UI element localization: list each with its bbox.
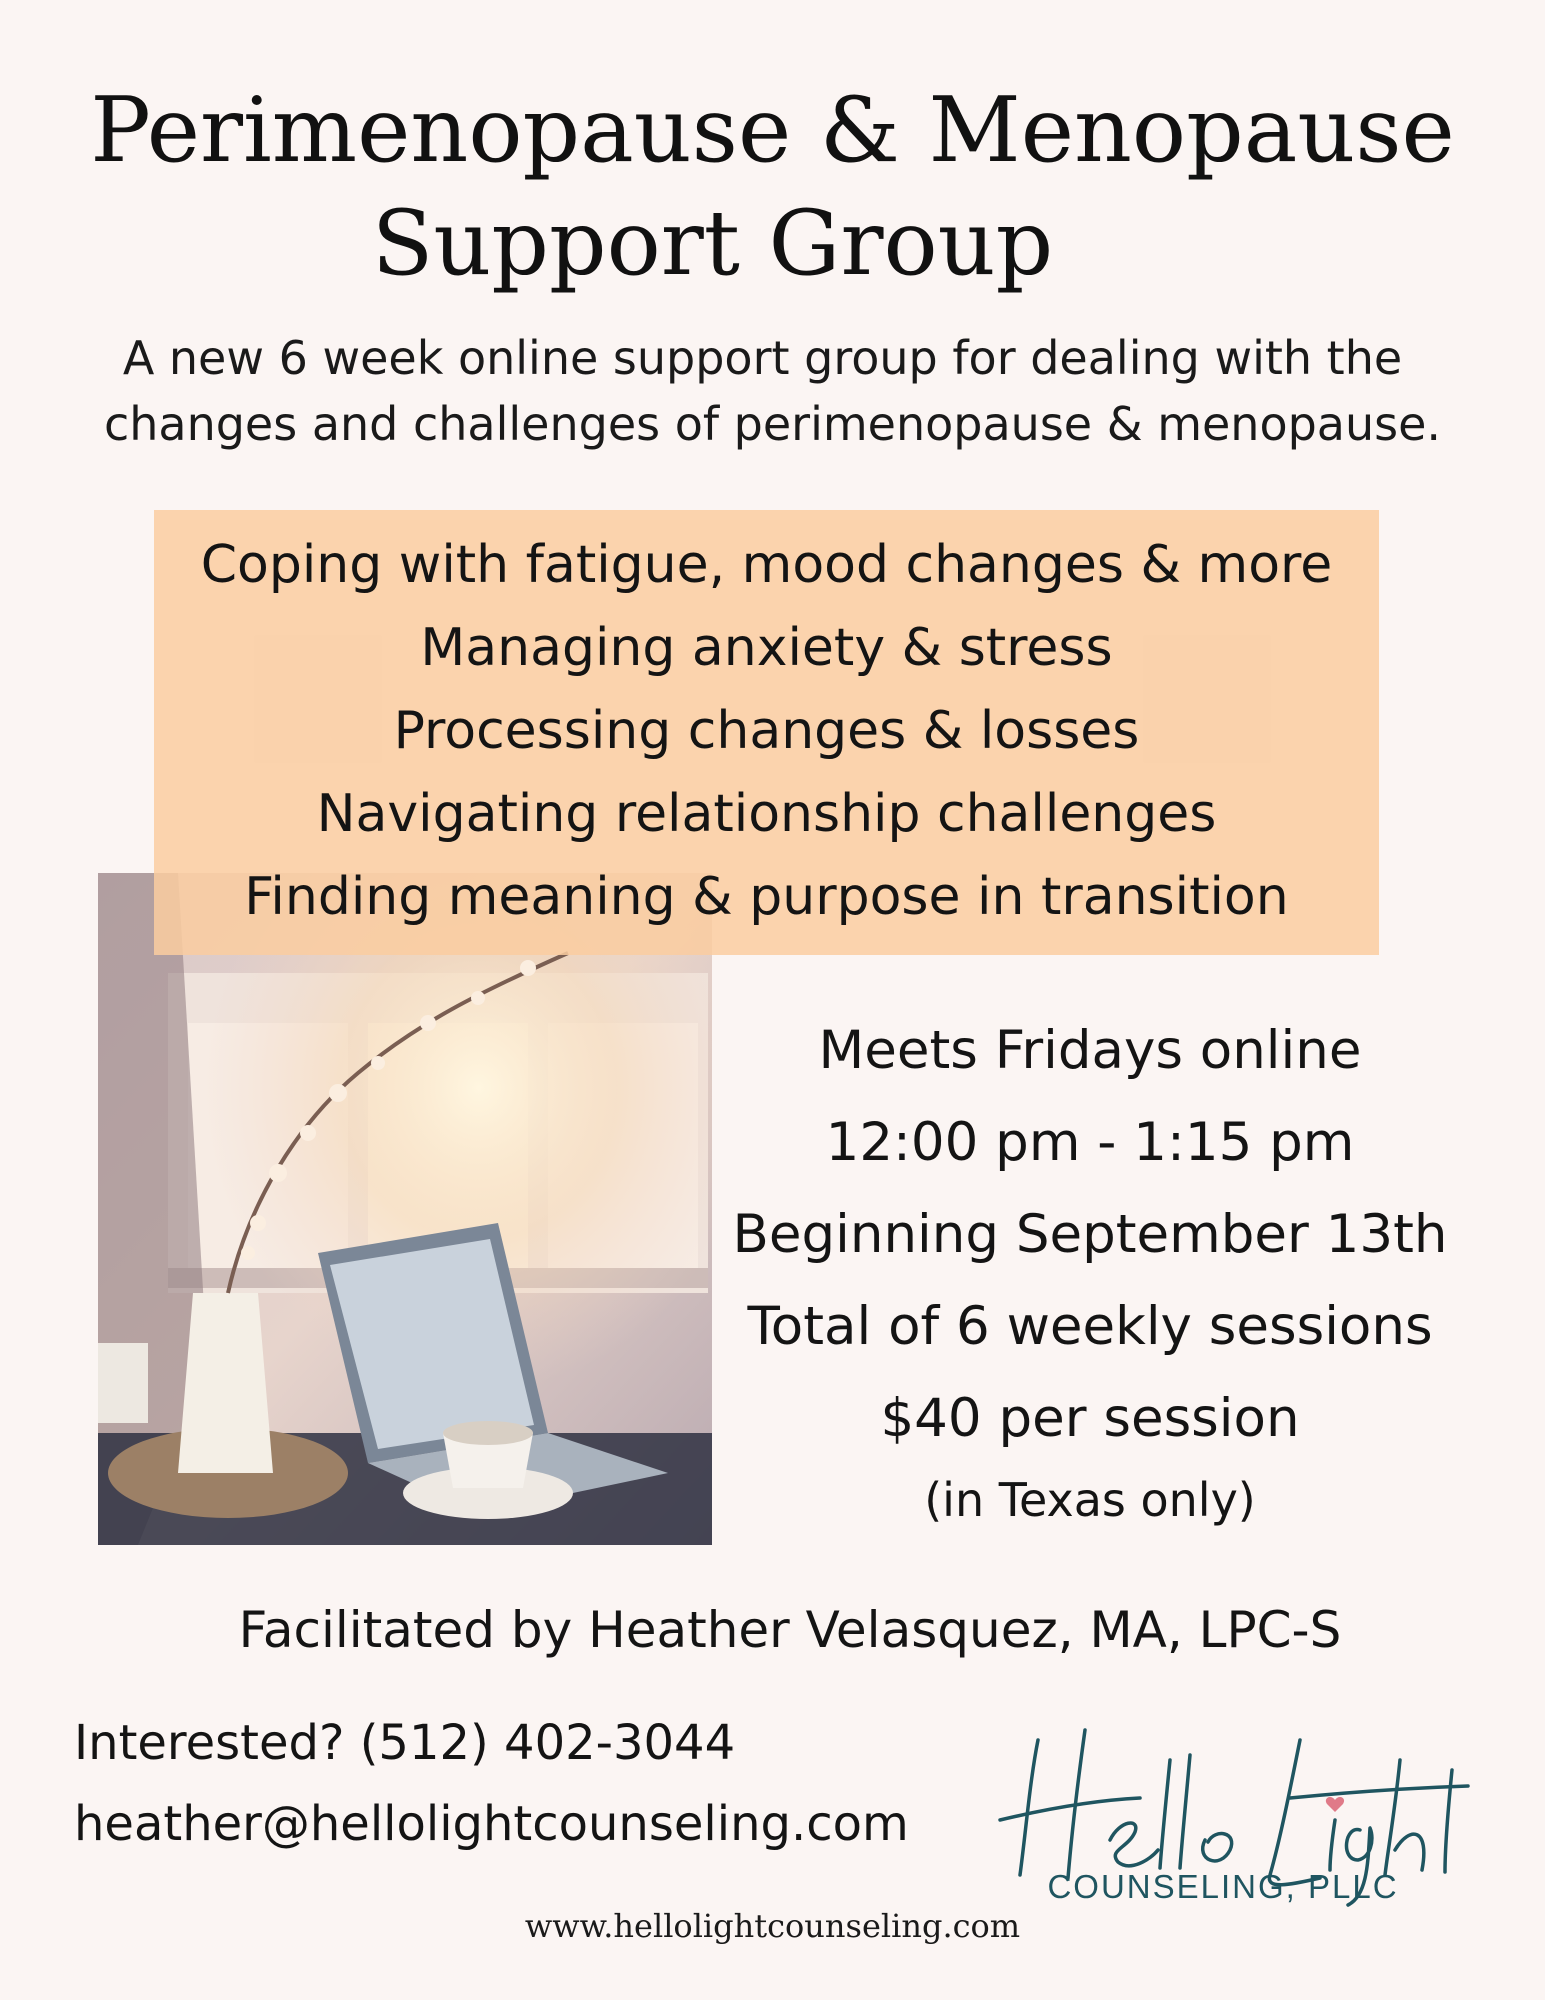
flyer-title-line-1: Perimenopause & Menopause xyxy=(90,78,1455,183)
session-price: $40 per session xyxy=(880,1388,1300,1449)
subtitle-line-1: A new 6 week online support group for dealing with the xyxy=(122,331,1403,385)
logo-subtitle: COUNSELING, PLLC xyxy=(1047,1868,1399,1905)
topics-list xyxy=(154,530,1379,945)
start-date: Beginning September 13th xyxy=(732,1204,1448,1265)
session-count: Total of 6 weekly sessions xyxy=(747,1296,1433,1357)
email-link[interactable]: heather@hellolightcounseling.com xyxy=(74,1796,909,1852)
session-details xyxy=(720,1005,1460,1535)
laptop-coffee-photo xyxy=(98,873,712,1545)
topic-item: Navigating relationship challenges xyxy=(316,784,1217,844)
facilitator-line: Facilitated by Heather Velasquez, MA, LPC-S xyxy=(238,1601,1342,1659)
website-link[interactable]: www.hellolightcounseling.com xyxy=(524,1907,1021,1945)
location-note: (in Texas only) xyxy=(924,1473,1256,1527)
topic-item: Finding meaning & purpose in transition xyxy=(244,867,1289,927)
meeting-day: Meets Fridays online xyxy=(818,1020,1362,1081)
topic-item: Managing anxiety & stress xyxy=(420,618,1113,678)
subtitle-line-2: changes and challenges of perimenopause & menopause. xyxy=(103,397,1442,451)
meeting-time: 12:00 pm - 1:15 pm xyxy=(825,1112,1355,1173)
topic-item: Coping with fatigue, mood changes & more xyxy=(200,535,1333,595)
topic-item: Processing changes & losses xyxy=(393,701,1140,761)
flyer-title-line-2: Support Group xyxy=(371,191,1054,296)
phone-contact: Interested? (512) 402-3044 xyxy=(74,1715,736,1771)
